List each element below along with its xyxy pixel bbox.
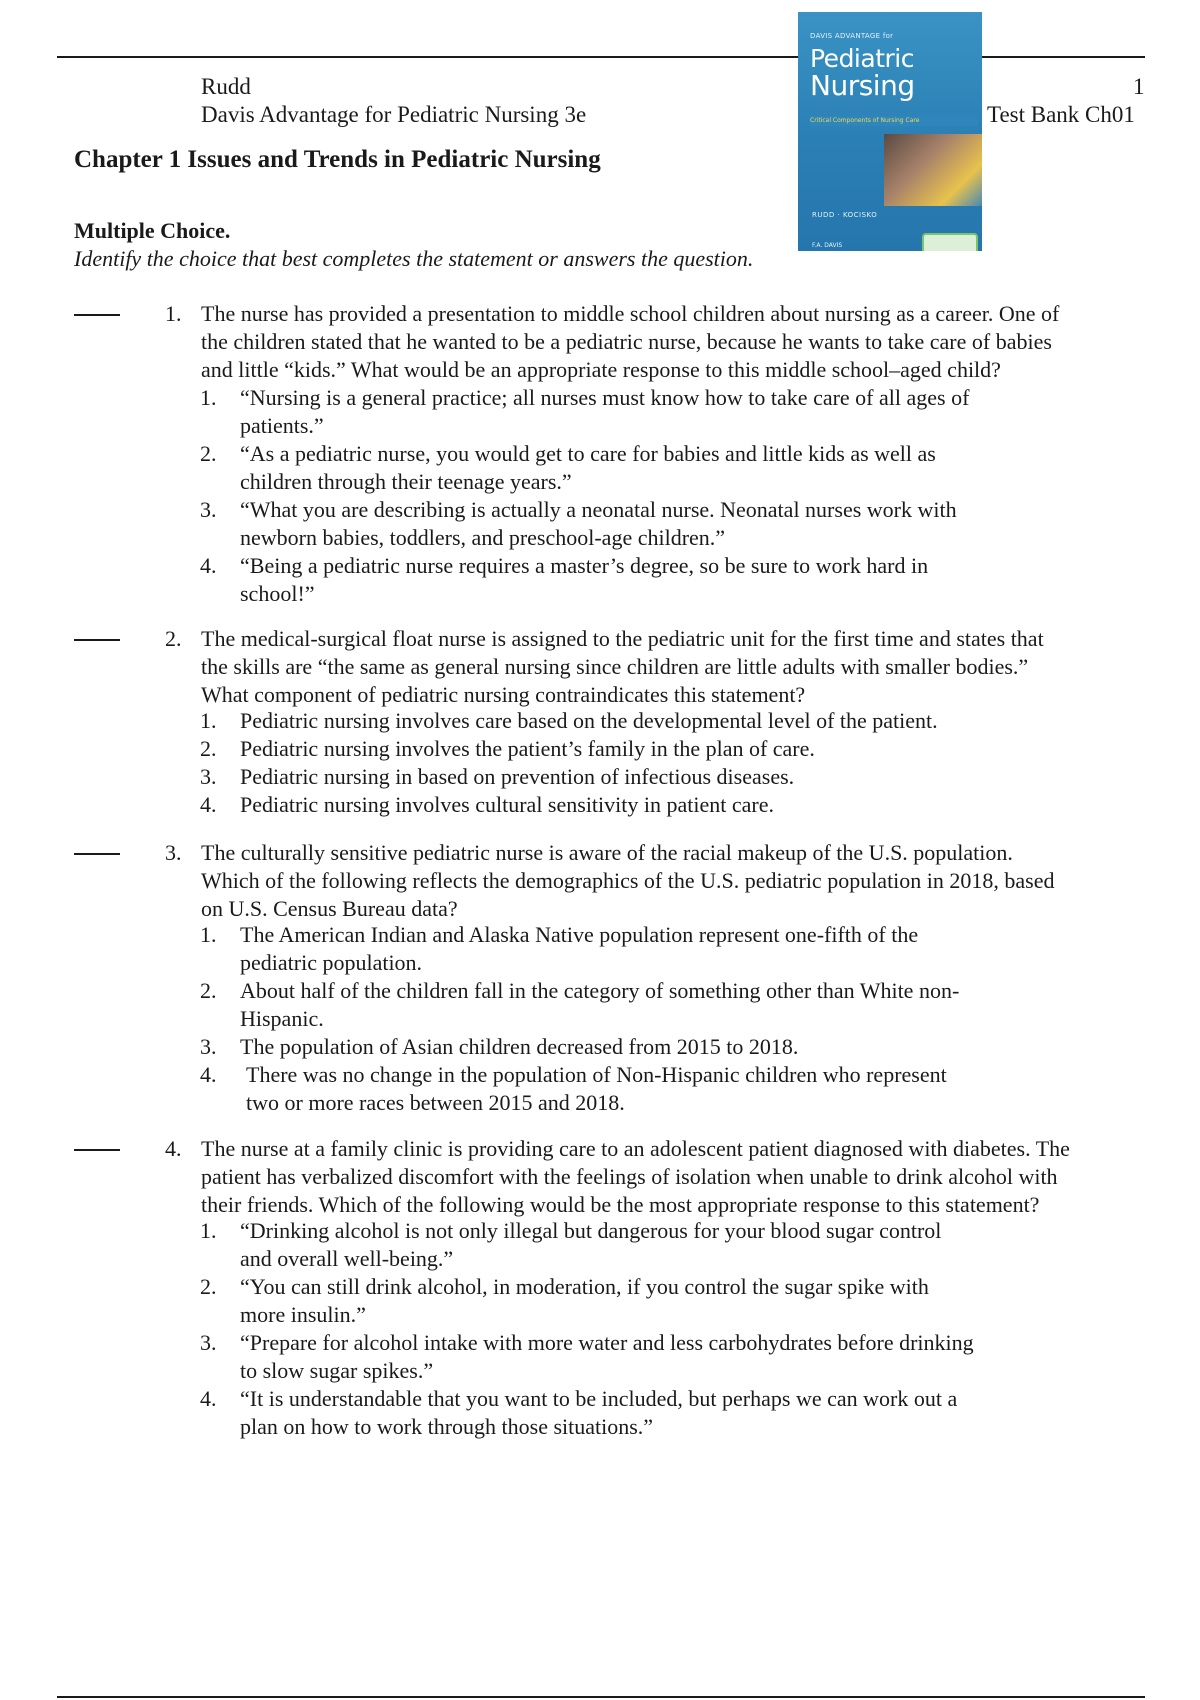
stem-line: patient has verbalized discomfort with the feelings of isolation when unable to drink alcohol with bbox=[201, 1164, 1058, 1189]
option-line: The population of Asian children decreased from 2015 to 2018. bbox=[240, 1034, 799, 1059]
question-stem bbox=[201, 1135, 1161, 1219]
option-number: 4. bbox=[200, 553, 217, 578]
option-number: 3. bbox=[200, 1034, 217, 1059]
question-number: 1. bbox=[165, 301, 182, 326]
option-number: 2. bbox=[200, 736, 217, 761]
stem-line: their friends. Which of the following would be the most appropriate response to this statement? bbox=[201, 1192, 1040, 1217]
option-line: more insulin.” bbox=[240, 1302, 366, 1327]
option-line: Pediatric nursing involves care based on the developmental level of the patient. bbox=[240, 708, 938, 733]
option-line: Hispanic. bbox=[240, 1006, 324, 1031]
option-line: “You can still drink alcohol, in moderation, if you control the sugar spike with bbox=[240, 1274, 929, 1299]
stem-line: on U.S. Census Bureau data? bbox=[201, 896, 458, 921]
option-text bbox=[240, 384, 1080, 440]
option-text bbox=[240, 1273, 1080, 1329]
option-line: “Prepare for alcohol intake with more water and less carbohydrates before drinking bbox=[240, 1330, 974, 1355]
option-text bbox=[240, 1385, 1080, 1441]
option-text bbox=[240, 763, 1080, 791]
option-text bbox=[240, 496, 1080, 552]
option-text bbox=[240, 440, 1080, 496]
option-text bbox=[246, 1061, 1086, 1117]
stem-line: The nurse at a family clinic is providing care to an adolescent patient diagnosed with diabetes. The bbox=[201, 1136, 1070, 1161]
question-stem bbox=[201, 300, 1161, 384]
question-stem bbox=[201, 625, 1161, 709]
option-text bbox=[240, 1033, 1080, 1061]
option-line: About half of the children fall in the category of something other than White non- bbox=[240, 978, 960, 1003]
option-number: 3. bbox=[200, 1330, 217, 1355]
question-number: 4. bbox=[165, 1136, 182, 1161]
option-text bbox=[240, 977, 1080, 1033]
option-line: “Nursing is a general practice; all nurses must know how to take care of all ages of bbox=[240, 385, 970, 410]
option-line: patients.” bbox=[240, 413, 324, 438]
cover-title-line1: Pediatric bbox=[810, 44, 914, 73]
answer-blank[interactable] bbox=[74, 853, 120, 855]
section-instruction: Identify the choice that best completes the statement or answers the question. bbox=[74, 246, 754, 271]
option-number: 2. bbox=[200, 1274, 217, 1299]
option-line: The American Indian and Alaska Native population represent one-fifth of the bbox=[240, 922, 919, 947]
cover-title-line2: Nursing bbox=[810, 69, 915, 102]
book-cover-image bbox=[798, 12, 982, 251]
option-number: 1. bbox=[200, 385, 217, 410]
header-book-title: Davis Advantage for Pediatric Nursing 3e bbox=[201, 102, 587, 127]
cover-publisher: F.A. DAVIS bbox=[812, 242, 843, 249]
option-line: children through their teenage years.” bbox=[240, 469, 572, 494]
option-line: school!” bbox=[240, 581, 315, 606]
option-line: and overall well-being.” bbox=[240, 1246, 454, 1271]
question-number: 2. bbox=[165, 626, 182, 651]
option-line: pediatric population. bbox=[240, 950, 423, 975]
option-text bbox=[240, 552, 1080, 608]
option-line: newborn babies, toddlers, and preschool-age children.” bbox=[240, 525, 726, 550]
option-number: 3. bbox=[200, 497, 217, 522]
stem-line: Which of the following reflects the demographics of the U.S. pediatric population in 2018, based bbox=[201, 868, 1055, 893]
cover-series: DAVIS ADVANTAGE for bbox=[810, 32, 894, 40]
stem-line: the children stated that he wanted to be a pediatric nurse, because he wants to take care of babies bbox=[201, 329, 1052, 354]
header-author: Rudd bbox=[201, 74, 251, 99]
option-line: plan on how to work through those situations.” bbox=[240, 1414, 654, 1439]
question-stem bbox=[201, 839, 1161, 923]
option-text bbox=[240, 1329, 1080, 1385]
stem-line: The medical-surgical float nurse is assigned to the pediatric unit for the first time and states that bbox=[201, 626, 1044, 651]
stem-line: The nurse has provided a presentation to middle school children about nursing as a career. One of bbox=[201, 301, 1060, 326]
cover-subtitle: Critical Components of Nursing Care bbox=[810, 116, 978, 126]
cover-author: RUDD · KOCISKO bbox=[812, 211, 878, 219]
option-line: “Drinking alcohol is not only illegal but dangerous for your blood sugar control bbox=[240, 1218, 942, 1243]
option-number: 2. bbox=[200, 978, 217, 1003]
section-heading: Multiple Choice. bbox=[74, 218, 231, 243]
option-number: 3. bbox=[200, 764, 217, 789]
cover-photo bbox=[884, 134, 982, 206]
option-line: “As a pediatric nurse, you would get to care for babies and little kids as well as bbox=[240, 441, 936, 466]
answer-blank[interactable] bbox=[74, 314, 120, 316]
stem-line: What component of pediatric nursing contraindicates this statement? bbox=[201, 682, 806, 707]
option-number: 1. bbox=[200, 922, 217, 947]
option-line: Pediatric nursing involves cultural sensitivity in patient care. bbox=[240, 792, 774, 817]
option-line: to slow sugar spikes.” bbox=[240, 1358, 434, 1383]
option-line: “What you are describing is actually a neonatal nurse. Neonatal nurses work with bbox=[240, 497, 957, 522]
stem-line: the skills are “the same as general nursing since children are little adults with smaller bodies.” bbox=[201, 654, 1029, 679]
option-line: Pediatric nursing in based on prevention of infectious diseases. bbox=[240, 764, 795, 789]
option-text bbox=[240, 921, 1080, 977]
option-number: 4. bbox=[200, 792, 217, 817]
cover-badge bbox=[922, 233, 978, 251]
option-line: “It is understandable that you want to be included, but perhaps we can work out a bbox=[240, 1386, 958, 1411]
header-page-number: 1 bbox=[1133, 74, 1145, 99]
option-number: 4. bbox=[200, 1386, 217, 1411]
option-line: two or more races between 2015 and 2018. bbox=[246, 1090, 625, 1115]
option-line: Pediatric nursing involves the patient’s family in the plan of care. bbox=[240, 736, 815, 761]
option-number: 2. bbox=[200, 441, 217, 466]
chapter-title: Chapter 1 Issues and Trends in Pediatric Nursing bbox=[74, 146, 601, 173]
question-number: 3. bbox=[165, 840, 182, 865]
stem-line: The culturally sensitive pediatric nurse is aware of the racial makeup of the U.S. population. bbox=[201, 840, 1013, 865]
header-test-bank: Test Bank Ch01 bbox=[987, 102, 1135, 127]
option-number: 1. bbox=[200, 1218, 217, 1243]
footer-rule bbox=[57, 1696, 1145, 1698]
option-number: 1. bbox=[200, 708, 217, 733]
option-line: “Being a pediatric nurse requires a master’s degree, so be sure to work hard in bbox=[240, 553, 929, 578]
option-line: There was no change in the population of Non-Hispanic children who represent bbox=[246, 1062, 947, 1087]
answer-blank[interactable] bbox=[74, 1149, 120, 1151]
option-text bbox=[240, 1217, 1080, 1273]
option-text bbox=[240, 707, 1080, 735]
answer-blank[interactable] bbox=[74, 639, 120, 641]
option-text bbox=[240, 791, 1080, 819]
option-number: 4. bbox=[200, 1062, 217, 1087]
option-text bbox=[240, 735, 1080, 763]
stem-line: and little “kids.” What would be an appropriate response to this middle school–aged child? bbox=[201, 357, 1001, 382]
